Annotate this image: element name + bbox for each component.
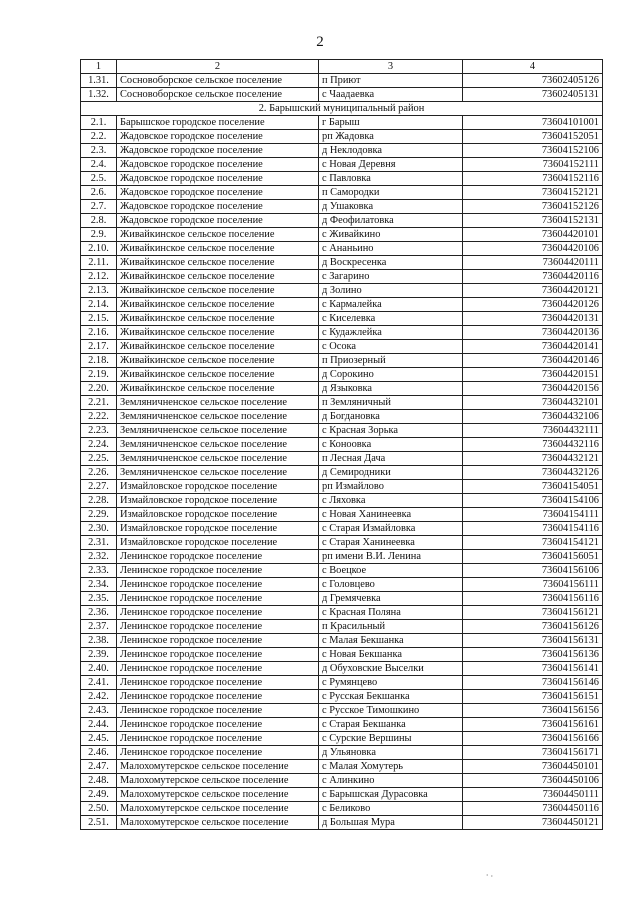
municipality-cell: Ленинское городское поселение [117,592,319,606]
municipality-cell: Земляничненское сельское поселение [117,396,319,410]
row-number: 2.16. [81,326,117,340]
settlement-cell: с Ананьино [319,242,463,256]
oktmo-code-cell: 73604450116 [463,802,603,816]
settlement-cell: с Старая Бекшанка [319,718,463,732]
table-header-row [81,60,603,74]
settlement-cell: с Новая Бекшанка [319,648,463,662]
table-row [81,508,603,522]
municipality-cell: Сосновоборское сельское поселение [117,88,319,102]
row-number: 2.42. [81,690,117,704]
settlement-cell: п Земляничный [319,396,463,410]
oktmo-code-cell: 73604420126 [463,298,603,312]
municipality-cell: Ленинское городское поселение [117,704,319,718]
table-row [81,452,603,466]
table-row [81,340,603,354]
municipality-cell: Жадовское городское поселение [117,186,319,200]
municipality-cell: Земляничненское сельское поселение [117,438,319,452]
municipality-cell: Жадовское городское поселение [117,172,319,186]
row-number: 2.30. [81,522,117,536]
settlement-cell: с Русская Бекшанка [319,690,463,704]
oktmo-code-cell: 73604101001 [463,116,603,130]
row-number: 2.32. [81,550,117,564]
municipality-cell: Малохомутерское сельское поселение [117,788,319,802]
table-row [81,550,603,564]
row-number: 2.35. [81,592,117,606]
row-number: 2.38. [81,634,117,648]
oktmo-code-cell: 73604156136 [463,648,603,662]
oktmo-code-cell: 73604432101 [463,396,603,410]
row-number: 2.11. [81,256,117,270]
row-number: 2.34. [81,578,117,592]
oktmo-code-cell: 73604432106 [463,410,603,424]
municipality-cell: Ленинское городское поселение [117,550,319,564]
municipality-cell: Малохомутерское сельское поселение [117,760,319,774]
table-row [81,676,603,690]
oktmo-code-cell: 73604152111 [463,158,603,172]
oktmo-code-cell: 73604156126 [463,620,603,634]
oktmo-code-cell: 73604152131 [463,214,603,228]
settlement-cell: с Малая Бекшанка [319,634,463,648]
oktmo-code-cell: 73604156116 [463,592,603,606]
oktmo-code-cell: 73604152126 [463,200,603,214]
row-number: 2.13. [81,284,117,298]
table-row [81,172,603,186]
row-number: 2.8. [81,214,117,228]
municipality-cell: Жадовское городское поселение [117,214,319,228]
column-header-settlement: 3 [319,60,463,74]
table-row [81,158,603,172]
municipality-cell: Живайкинское сельское поселение [117,284,319,298]
settlement-cell: д Воскресенка [319,256,463,270]
settlement-cell: д Языковка [319,382,463,396]
row-number: 2.29. [81,508,117,522]
row-number: 2.47. [81,760,117,774]
rows-district-2 [81,116,603,830]
section-row [81,102,603,116]
settlement-cell: д Богдановка [319,410,463,424]
municipality-cell: Измайловское городское поселение [117,508,319,522]
settlement-cell: с Малая Хомутерь [319,760,463,774]
settlement-cell: п Приют [319,74,463,88]
row-number: 2.15. [81,312,117,326]
oktmo-code-cell: 73604154051 [463,480,603,494]
oktmo-code-cell: 73604432116 [463,438,603,452]
settlement-cell: с Старая Ханинеевка [319,536,463,550]
oktmo-code-cell: 73604156166 [463,732,603,746]
column-header-municipality: 2 [117,60,319,74]
row-number: 2.33. [81,564,117,578]
scan-artifact: ⸱ ⸳ [486,870,494,880]
municipality-cell: Малохомутерское сельское поселение [117,774,319,788]
oktmo-code-cell: 73604152121 [463,186,603,200]
table-row [81,522,603,536]
table-row [81,396,603,410]
settlement-cell: с Старая Измайловка [319,522,463,536]
settlement-cell: рп имени В.И. Ленина [319,550,463,564]
row-number: 2.45. [81,732,117,746]
table-row [81,186,603,200]
settlement-cell: с Новая Деревня [319,158,463,172]
oktmo-code-cell: 73604432126 [463,466,603,480]
section-row-group [81,102,603,116]
table-row [81,494,603,508]
oktmo-code-cell: 73604154116 [463,522,603,536]
row-number: 2.48. [81,774,117,788]
settlement-cell: с Чаадаевка [319,88,463,102]
table-row [81,354,603,368]
row-number: 2.20. [81,382,117,396]
municipality-cell: Ленинское городское поселение [117,718,319,732]
municipality-cell: Малохомутерское сельское поселение [117,816,319,830]
table-row [81,466,603,480]
oktmo-code-cell: 73604152116 [463,172,603,186]
settlement-cell: с Румянцево [319,676,463,690]
table-row [81,480,603,494]
oktmo-code-cell: 73604420141 [463,340,603,354]
municipality-cell: Жадовское городское поселение [117,130,319,144]
oktmo-code-cell: 73604156106 [463,564,603,578]
municipality-cell: Ленинское городское поселение [117,746,319,760]
settlement-cell: с Кудажлейка [319,326,463,340]
table-row [81,774,603,788]
oktmo-code-cell: 73604154121 [463,536,603,550]
settlement-cell: рп Жадовка [319,130,463,144]
row-number: 2.5. [81,172,117,186]
municipality-cell: Живайкинское сельское поселение [117,340,319,354]
oktmo-code-cell: 73604152106 [463,144,603,158]
oktmo-code-cell: 73604156131 [463,634,603,648]
row-number: 1.32. [81,88,117,102]
column-header-number: 1 [81,60,117,74]
settlement-cell: с Беликово [319,802,463,816]
settlement-cell: д Сорокино [319,368,463,382]
table-row [81,298,603,312]
municipality-cell: Живайкинское сельское поселение [117,270,319,284]
section-title: 2. Барышский муниципальный район [81,102,603,116]
municipality-cell: Земляничненское сельское поселение [117,466,319,480]
settlement-cell: д Семиродники [319,466,463,480]
table-row [81,200,603,214]
settlement-cell: с Новая Ханинеевка [319,508,463,522]
row-number: 2.10. [81,242,117,256]
municipality-cell: Ленинское городское поселение [117,676,319,690]
row-number: 2.4. [81,158,117,172]
settlement-cell: п Самородки [319,186,463,200]
oktmo-code-cell: 73604450106 [463,774,603,788]
municipality-cell: Измайловское городское поселение [117,480,319,494]
municipality-cell: Ленинское городское поселение [117,732,319,746]
municipality-cell: Жадовское городское поселение [117,144,319,158]
oktmo-code-cell: 73604154111 [463,508,603,522]
settlement-cell: п Приозерный [319,354,463,368]
row-number: 2.36. [81,606,117,620]
row-number: 2.7. [81,200,117,214]
settlement-cell: г Барыш [319,116,463,130]
row-number: 2.43. [81,704,117,718]
oktmo-code-cell: 73604156141 [463,662,603,676]
table-row [81,704,603,718]
table-row [81,284,603,298]
row-number: 2.14. [81,298,117,312]
table-row [81,606,603,620]
table-row [81,592,603,606]
table-row [81,662,603,676]
table-row [81,690,603,704]
oktmo-code-cell: 73604156146 [463,676,603,690]
table-row [81,424,603,438]
municipality-cell: Ленинское городское поселение [117,606,319,620]
row-number: 2.49. [81,788,117,802]
row-number: 2.1. [81,116,117,130]
municipality-cell: Измайловское городское поселение [117,536,319,550]
row-number: 2.26. [81,466,117,480]
table-row [81,788,603,802]
row-number: 2.18. [81,354,117,368]
row-number: 2.37. [81,620,117,634]
row-number: 2.51. [81,816,117,830]
oktmo-code-cell: 73604156111 [463,578,603,592]
row-number: 2.24. [81,438,117,452]
oktmo-code-cell: 73604420111 [463,256,603,270]
oktmo-code-cell: 73604156156 [463,704,603,718]
settlement-cell: с Сурские Вершины [319,732,463,746]
municipality-cell: Ленинское городское поселение [117,690,319,704]
row-number: 2.19. [81,368,117,382]
row-number: 2.12. [81,270,117,284]
oktmo-code-cell: 73604432121 [463,452,603,466]
settlement-cell: д Феофилатовка [319,214,463,228]
oktmo-code-cell: 73604156161 [463,718,603,732]
row-number: 2.3. [81,144,117,158]
municipality-cell: Земляничненское сельское поселение [117,424,319,438]
rows-district-1 [81,74,603,102]
municipality-cell: Барышское городское поселение [117,116,319,130]
row-number: 2.27. [81,480,117,494]
oktmo-code-cell: 73604450111 [463,788,603,802]
municipality-cell: Земляничненское сельское поселение [117,410,319,424]
table-row [81,816,603,830]
oktmo-code-cell: 73604420136 [463,326,603,340]
municipality-cell: Жадовское городское поселение [117,158,319,172]
municipality-cell: Ленинское городское поселение [117,662,319,676]
oktmo-code-cell: 73604156171 [463,746,603,760]
row-number: 2.28. [81,494,117,508]
page-number: 2 [316,34,324,50]
column-header-code: 4 [463,60,603,74]
table-row [81,564,603,578]
row-number: 2.6. [81,186,117,200]
table-row [81,270,603,284]
municipality-cell: Живайкинское сельское поселение [117,354,319,368]
row-number: 2.2. [81,130,117,144]
oktmo-code-cell: 73604420156 [463,382,603,396]
settlement-cell: с Живайкино [319,228,463,242]
municipality-cell: Малохомутерское сельское поселение [117,802,319,816]
settlement-cell: с Загарино [319,270,463,284]
table-row [81,368,603,382]
municipality-cell: Измайловское городское поселение [117,494,319,508]
settlement-cell: с Воецкое [319,564,463,578]
table-row [81,760,603,774]
row-number: 2.9. [81,228,117,242]
row-number: 2.50. [81,802,117,816]
table-row [81,718,603,732]
row-number: 2.41. [81,676,117,690]
row-number: 2.40. [81,662,117,676]
oktmo-code-cell: 73604420101 [463,228,603,242]
table-row [81,382,603,396]
table-row [81,648,603,662]
settlement-cell: д Ульяновка [319,746,463,760]
settlement-cell: д Гремячевка [319,592,463,606]
oktmo-code-cell: 73602405131 [463,88,603,102]
oktmo-code-cell: 73604154106 [463,494,603,508]
municipality-cell: Измайловское городское поселение [117,522,319,536]
oktmo-code-cell: 73604420116 [463,270,603,284]
municipality-cell: Ленинское городское поселение [117,620,319,634]
table-row [81,802,603,816]
row-number: 2.46. [81,746,117,760]
row-number: 2.23. [81,424,117,438]
row-number: 2.39. [81,648,117,662]
settlement-cell: с Красная Поляна [319,606,463,620]
table-row [81,256,603,270]
municipality-cell: Сосновоборское сельское поселение [117,74,319,88]
table-row [81,228,603,242]
settlement-cell: с Ляховка [319,494,463,508]
oktmo-code-cell: 73604450101 [463,760,603,774]
row-number: 2.44. [81,718,117,732]
oktmo-code-cell: 73604152051 [463,130,603,144]
table-row [81,312,603,326]
oktmo-code-cell: 73604450121 [463,816,603,830]
oktmo-code-cell: 73602405126 [463,74,603,88]
table-row [81,732,603,746]
oktmo-code-cell: 73604420121 [463,284,603,298]
municipality-cell: Ленинское городское поселение [117,564,319,578]
table-row [81,130,603,144]
settlement-cell: д Обуховские Выселки [319,662,463,676]
table-row [81,746,603,760]
settlement-cell: с Красная Зорька [319,424,463,438]
table-row [81,88,603,102]
municipality-cell: Живайкинское сельское поселение [117,242,319,256]
settlement-cell: рп Измайлово [319,480,463,494]
settlement-cell: с Киселевка [319,312,463,326]
municipality-cell: Ленинское городское поселение [117,578,319,592]
table-row [81,74,603,88]
municipality-cell: Ленинское городское поселение [117,634,319,648]
oktmo-code-cell: 73604420106 [463,242,603,256]
table-row [81,326,603,340]
municipality-cell: Земляничненское сельское поселение [117,452,319,466]
settlement-cell: с Павловка [319,172,463,186]
settlement-cell: п Лесная Дача [319,452,463,466]
oktmo-code-cell: 73604420151 [463,368,603,382]
municipality-cell: Жадовское городское поселение [117,200,319,214]
settlement-cell: с Головцево [319,578,463,592]
row-number: 2.31. [81,536,117,550]
municipality-cell: Живайкинское сельское поселение [117,368,319,382]
oktmo-code-cell: 73604156121 [463,606,603,620]
settlement-cell: п Красильный [319,620,463,634]
settlement-cell: с Русское Тимошкино [319,704,463,718]
table-row [81,578,603,592]
municipality-cell: Живайкинское сельское поселение [117,382,319,396]
municipality-cell: Живайкинское сельское поселение [117,228,319,242]
settlement-cell: д Ушаковка [319,200,463,214]
municipality-cell: Живайкинское сельское поселение [117,326,319,340]
settlement-cell: с Коноовка [319,438,463,452]
table-row [81,242,603,256]
settlement-cell: д Неклодовка [319,144,463,158]
table-row [81,116,603,130]
table-row [81,438,603,452]
settlement-cell: д Золино [319,284,463,298]
settlement-cell: с Алинкино [319,774,463,788]
table-row [81,214,603,228]
row-number: 1.31. [81,74,117,88]
settlement-cell: с Кармалейка [319,298,463,312]
table-row [81,634,603,648]
row-number: 2.25. [81,452,117,466]
municipality-cell: Живайкинское сельское поселение [117,256,319,270]
oktmo-code-cell: 73604156051 [463,550,603,564]
table-row [81,536,603,550]
settlement-cell: с Барышская Дурасовка [319,788,463,802]
settlements-table [80,59,603,830]
table-row [81,144,603,158]
oktmo-code-cell: 73604420131 [463,312,603,326]
municipality-cell: Живайкинское сельское поселение [117,298,319,312]
oktmo-code-cell: 73604156151 [463,690,603,704]
table-row [81,410,603,424]
settlement-cell: с Осока [319,340,463,354]
row-number: 2.17. [81,340,117,354]
municipality-cell: Живайкинское сельское поселение [117,312,319,326]
municipality-cell: Ленинское городское поселение [117,648,319,662]
row-number: 2.22. [81,410,117,424]
settlement-cell: д Большая Мура [319,816,463,830]
row-number: 2.21. [81,396,117,410]
oktmo-code-cell: 73604420146 [463,354,603,368]
table-row [81,620,603,634]
oktmo-code-cell: 73604432111 [463,424,603,438]
